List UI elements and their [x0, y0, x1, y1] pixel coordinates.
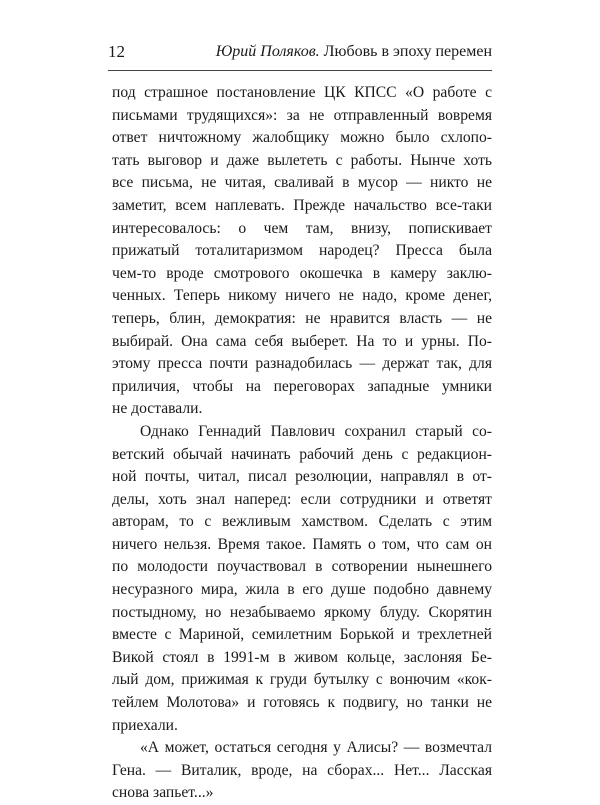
text-line: чем-то вроде смотрового окошечка в камеру заклю- [112, 264, 492, 282]
text-line: заметит, всем наплевать. Прежде начальство все-таки [112, 196, 492, 214]
running-title-author: Юрий Поляков. [215, 43, 320, 60]
text-line: ничего нельзя. Время такое. Память о том, что сам он [112, 535, 492, 553]
text-line: интересовалось: о чем там, внизу, попискивает [112, 219, 492, 237]
text-line: Однако Геннадий Павлович сохранил старый со- [140, 422, 492, 440]
running-title-book: Любовь в эпоху перемен [323, 43, 492, 60]
text-line: теперь, блин, демократия: не нравится власть — не [112, 309, 492, 327]
running-title [216, 42, 492, 62]
text-line: под страшное постановление ЦК КПСС «О работе с [112, 84, 492, 101]
text-line: постыдному, но незабываемо яркому блуду. Скорятин [112, 603, 492, 621]
text-line: снова запьет...» [112, 784, 214, 802]
text-line: ветский обычай начинать рабочий день с редакцион- [112, 445, 492, 463]
text-line: приличия, чтобы на переговорах западные умники [112, 377, 492, 395]
running-head [108, 40, 492, 66]
text-line: прижатый тоталитаризмом народец? Пресса была [112, 242, 492, 260]
text-line: Гена. — Виталик, вроде, на сборах... Нет... Ласская [112, 761, 492, 779]
text-line: делы, хоть знал наперед: если сотрудники и ответят [112, 490, 492, 508]
text-line: ной почты, читал, писал резолюции, направлял в от- [112, 468, 492, 486]
text-line: все письма, не читая, сваливай в мусор — никто не [112, 174, 492, 192]
text-line: выбирай. Она сама себя выберет. На то и урны. По- [112, 332, 492, 350]
text-line: ответ ничтожному жалобщику можно было схлопо- [112, 129, 492, 147]
body-text [112, 82, 492, 805]
text-line: несуразного мира, жила в его душе подобно давнему [112, 581, 492, 599]
text-line: авторам, то с вежливым хамством. Сделать с этим [112, 513, 492, 531]
text-line: тать выговор и даже вылететь с работы. Нынче хоть [112, 151, 492, 169]
text-line: лый дом, прижимая к груди бутылку с вонючим «кок- [112, 671, 492, 689]
header-rule [108, 70, 492, 71]
text-line: не доставали. [112, 400, 203, 418]
text-line: письмами трудящихся»: за не отправленный вовремя [112, 106, 492, 124]
text-line: «А может, остаться сегодня у Алисы? — возмечтал [140, 739, 492, 757]
text-line: тейлем Молотова» и готовясь к подвигу, но танки не [112, 694, 492, 712]
text-line: приехали. [112, 716, 178, 734]
text-line: Викой стоял в 1991-м в живом кольце, заслоняя Бе- [112, 648, 492, 666]
text-line: этому пресса почти разнадобилась — держат так, для [112, 355, 492, 373]
text-line: по молодости поучаствовал в сотворении нынешнего [112, 558, 492, 576]
page-number: 12 [108, 42, 125, 61]
text-line: вместе с Мариной, семилетним Борькой и трехлетней [112, 626, 492, 644]
text-line: ченных. Теперь никому ничего не надо, кроме денег, [112, 287, 492, 305]
